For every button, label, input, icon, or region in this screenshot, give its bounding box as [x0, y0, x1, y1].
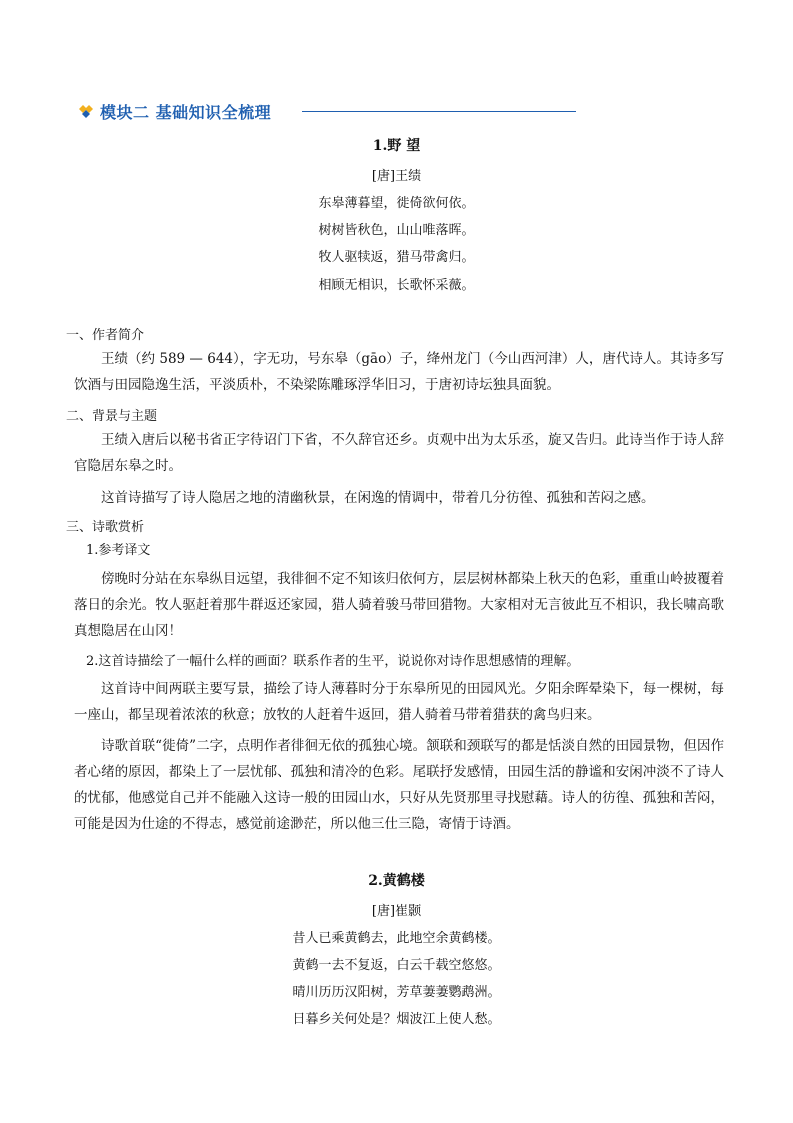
- diamond-icon: [78, 104, 94, 120]
- module-header: [78, 100, 271, 123]
- module-divider: [302, 111, 576, 112]
- background-text: 王绩入唐后以秘书省正字待诏门下省，不久辞官还乡。贞观中出为太乐丞，旋又告归。此诗当作于诗人辞官隐居东皋之时。: [74, 432, 724, 474]
- poem2-line: 黄鹤一去不复返，白云千载空悠悠。: [292, 958, 501, 973]
- poem2-author: [唐]崔颢: [371, 904, 422, 919]
- poem1-title: 1.野 望: [372, 138, 421, 154]
- translation-heading: 1.参考译文: [86, 543, 151, 558]
- module-title: 模块二 基础知识全梳理: [100, 103, 272, 122]
- poem1-line: 树树皆秋色，山山唯落晖。: [318, 223, 475, 238]
- answer-text: 这首诗中间两联主要写景，描绘了诗人薄暮时分于东皋所见的田园风光。夕阳余晖晕染下，每一棵树，每一座山，都呈现着浓浓的秋意；放牧的人赶着牛返回，猎人骑着马带着猎获的禽鸟归来。: [74, 681, 724, 723]
- poem2-line: 日暮乡关何处是？烟波江上使人愁。: [292, 1012, 501, 1027]
- poem1-line: 东皋薄暮望，徙倚欲何依。: [318, 196, 475, 211]
- poem2-line: 昔人已乘黄鹤去，此地空余黄鹤楼。: [292, 931, 501, 946]
- poem2-title: 2.黄鹤楼: [368, 873, 425, 889]
- answer-text: 诗歌首联“徙倚”二字，点明作者徘徊无依的孤独心境。颔联和颈联写的都是恬淡自然的田园景物，但因作者心绪的原因，都染上了一层忧郁、孤独和清冷的色彩。尾联抒发感情，田园生活的静谧和安闲冲淡不了诗人的忧郁，他感觉自己并不能融入这诗一般的田园山水，只好从先贤那里寻找慰藉。诗人的彷徨、孤独和苦闷，可能是因为仕途的不得志，感觉前途渺茫，所以他三仕三隐，寄情于诗酒。: [74, 738, 724, 832]
- poem1-line: 牧人驱犊返，猎马带禽归。: [318, 250, 475, 265]
- poem1-author: [唐]王绩: [371, 169, 422, 184]
- background-text: 这首诗描写了诗人隐居之地的清幽秋景，在闲逸的情调中，带着几分彷徨、孤独和苦闷之感。: [101, 490, 655, 506]
- section-background: 二、背景与主题: [66, 409, 158, 424]
- section-author-intro: 一、作者简介: [66, 328, 145, 343]
- translation-text: 傍晚时分站在东皋纵目远望，我徘徊不定不知该归依何方，层层树林都染上秋天的色彩，重重山岭披覆着落日的余光。牧人驱赶着那牛群返还家园，猎人骑着骏马带回猎物。大家相对无言彼此互不相识，我长啸高歌真想隐居在山冈！: [74, 571, 724, 639]
- poem1-line: 相顾无相识，长歌怀采薇。: [318, 278, 475, 293]
- author-text: 王绩（约 589 — 644），字无功，号东皋（gāo）子，绛州龙门（今山西河津）人，唐代诗人。其诗多写饮酒与田园隐逸生活，平淡质朴，不染梁陈雕琢浮华旧习，于唐初诗坛独具面貌。: [74, 351, 724, 393]
- question-text: 2.这首诗描绘了一幅什么样的画面？联系作者的生平，说说你对诗作思想感情的理解。: [86, 654, 580, 669]
- poem2-line: 晴川历历汉阳树，芳草萋萋鹦鹉洲。: [292, 985, 501, 1000]
- section-appreciation: 三、诗歌赏析: [66, 520, 145, 535]
